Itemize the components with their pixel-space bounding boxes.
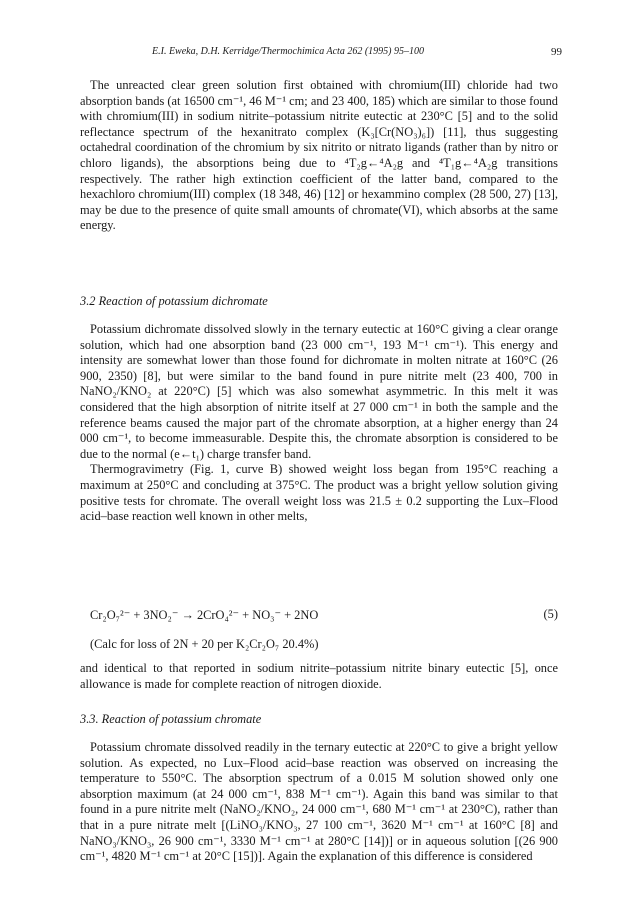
page-header [80, 46, 562, 60]
equation-5 [90, 607, 558, 623]
section-paragraph-1 [80, 78, 558, 234]
paragraph-thermogravimetry: Thermogravimetry (Fig. 1, curve B) showed weight loss began from 195°C reaching a maximum at 250°C and concluding at 375°C. The product was a bright yellow solution giving positive tests for chromate. The overall weight loss was 21.5 ± 0.2 supporting the Lux–Flood acid–base reaction well known in other melts, [80, 462, 558, 524]
calc-note: (Calc for loss of 2N + 20 per K₂Cr₂O₇ 20.4%) [90, 637, 319, 651]
section-heading-3-2: 3.2 Reaction of potassium dichromate [80, 294, 268, 308]
section-3-2-continuation [80, 661, 558, 692]
running-head: E.I. Eweka, D.H. Kerridge/Thermochimica Acta 262 (1995) 95–100 [152, 46, 424, 57]
equation-number: (5) [543, 607, 558, 621]
paragraph-dichromate-spectrum: Potassium dichromate dissolved slowly in the ternary eutectic at 160°C giving a clear orange solution, which had one absorption band (23 000 cm⁻¹, 193 M⁻¹ cm⁻¹). This energy and intensity are somewhat lower than those found for dichromate in molten nitrate at 160°C (26 900, 2350) [8], but were similar to the band found in pure nitrite melt (23 400, 700 in NaNO₂/KNO₂ at 220°C) [5] which was also somewhat asymmetric. In this melt it was considered that the high absorption of nitrite itself at 27 000 cm⁻¹ in both the sample and the reference beams caused the major part of the chromate absorption, at a higher energy than 24 000 cm⁻¹, to become immeasurable. Despite this, the chromate absorption is considered to be due to the normal (e←t₁) charge transfer band. [80, 322, 558, 461]
paragraph-chromium-chloride: The unreacted clear green solution first obtained with chromium(III) chloride had two absorption bands (at 16500 cm⁻¹, 46 M⁻¹ cm; and 23 400, 185) which are similar to those found with chromium(III) in sodium nitrite–potassium nitrite eutectic at 230°C [5] and to the solid reflectance spectrum of the hexanitrato complex (K₃[Cr(NO₃)₆]) [11], thus suggesting octahedral coordination of the chromium by six nitrito or nitrato ligands (rather than by nitro or chloro ligands), the absorptions being due to ⁴T₂g←⁴A₂g and ⁴T₁g←⁴A₂g transitions respectively. The rather high extinction coefficient of the latter band, compared to the hexachloro chromium(III) complex (18 348, 46) [12] or hexammino complex (28 500, 27) [13], may be due to the presence of quite small amounts of chromate(VI), which absorbs at the same energy. [80, 78, 558, 233]
paragraph-potassium-chromate: Potassium chromate dissolved readily in the ternary eutectic at 220°C to give a bright yellow solution. As expected, no Lux–Flood acid–base reaction was observed on increasing the temperature to 550°C. The absorption spectrum of a 0.015 M solution showed only one absorption maximum (at 24 000 cm⁻¹, 838 M⁻¹ cm⁻¹). Again this band was similar to that found in a pure nitrite melt (NaNO₂/KNO₂, 24 000 cm⁻¹, 680 M⁻¹ cm⁻¹ at 230°C), rather than that in a pure nitrate melt [(LiNO₃/KNO₃, 27 100 cm⁻¹, 3620 M⁻¹ cm⁻¹ at 160°C [8] and NaNO₃/KNO₃, 26 900 cm⁻¹, 3330 M⁻¹ cm⁻¹ at 280°C [14])] or in aqueous solution [(26 900 cm⁻¹, 4820 M⁻¹ cm⁻¹ at 20°C [15])]. Again the explanation of this difference is considered [80, 740, 558, 864]
section-heading-3-3: 3.3. Reaction of potassium chromate [80, 712, 262, 726]
section-3-2-body [80, 322, 558, 525]
section-3-3-body [80, 740, 558, 865]
page-number: 99 [551, 46, 562, 58]
equation-text: Cr₂O₇²⁻ + 3NO₂⁻ → 2CrO₄²⁻ + NO₃⁻ + 2NO [90, 608, 319, 622]
paragraph-identical-reported: and identical to that reported in sodium nitrite–potassium nitrite binary eutectic [5], once allowance is made for complete reaction of nitrogen dioxide. [80, 661, 558, 691]
